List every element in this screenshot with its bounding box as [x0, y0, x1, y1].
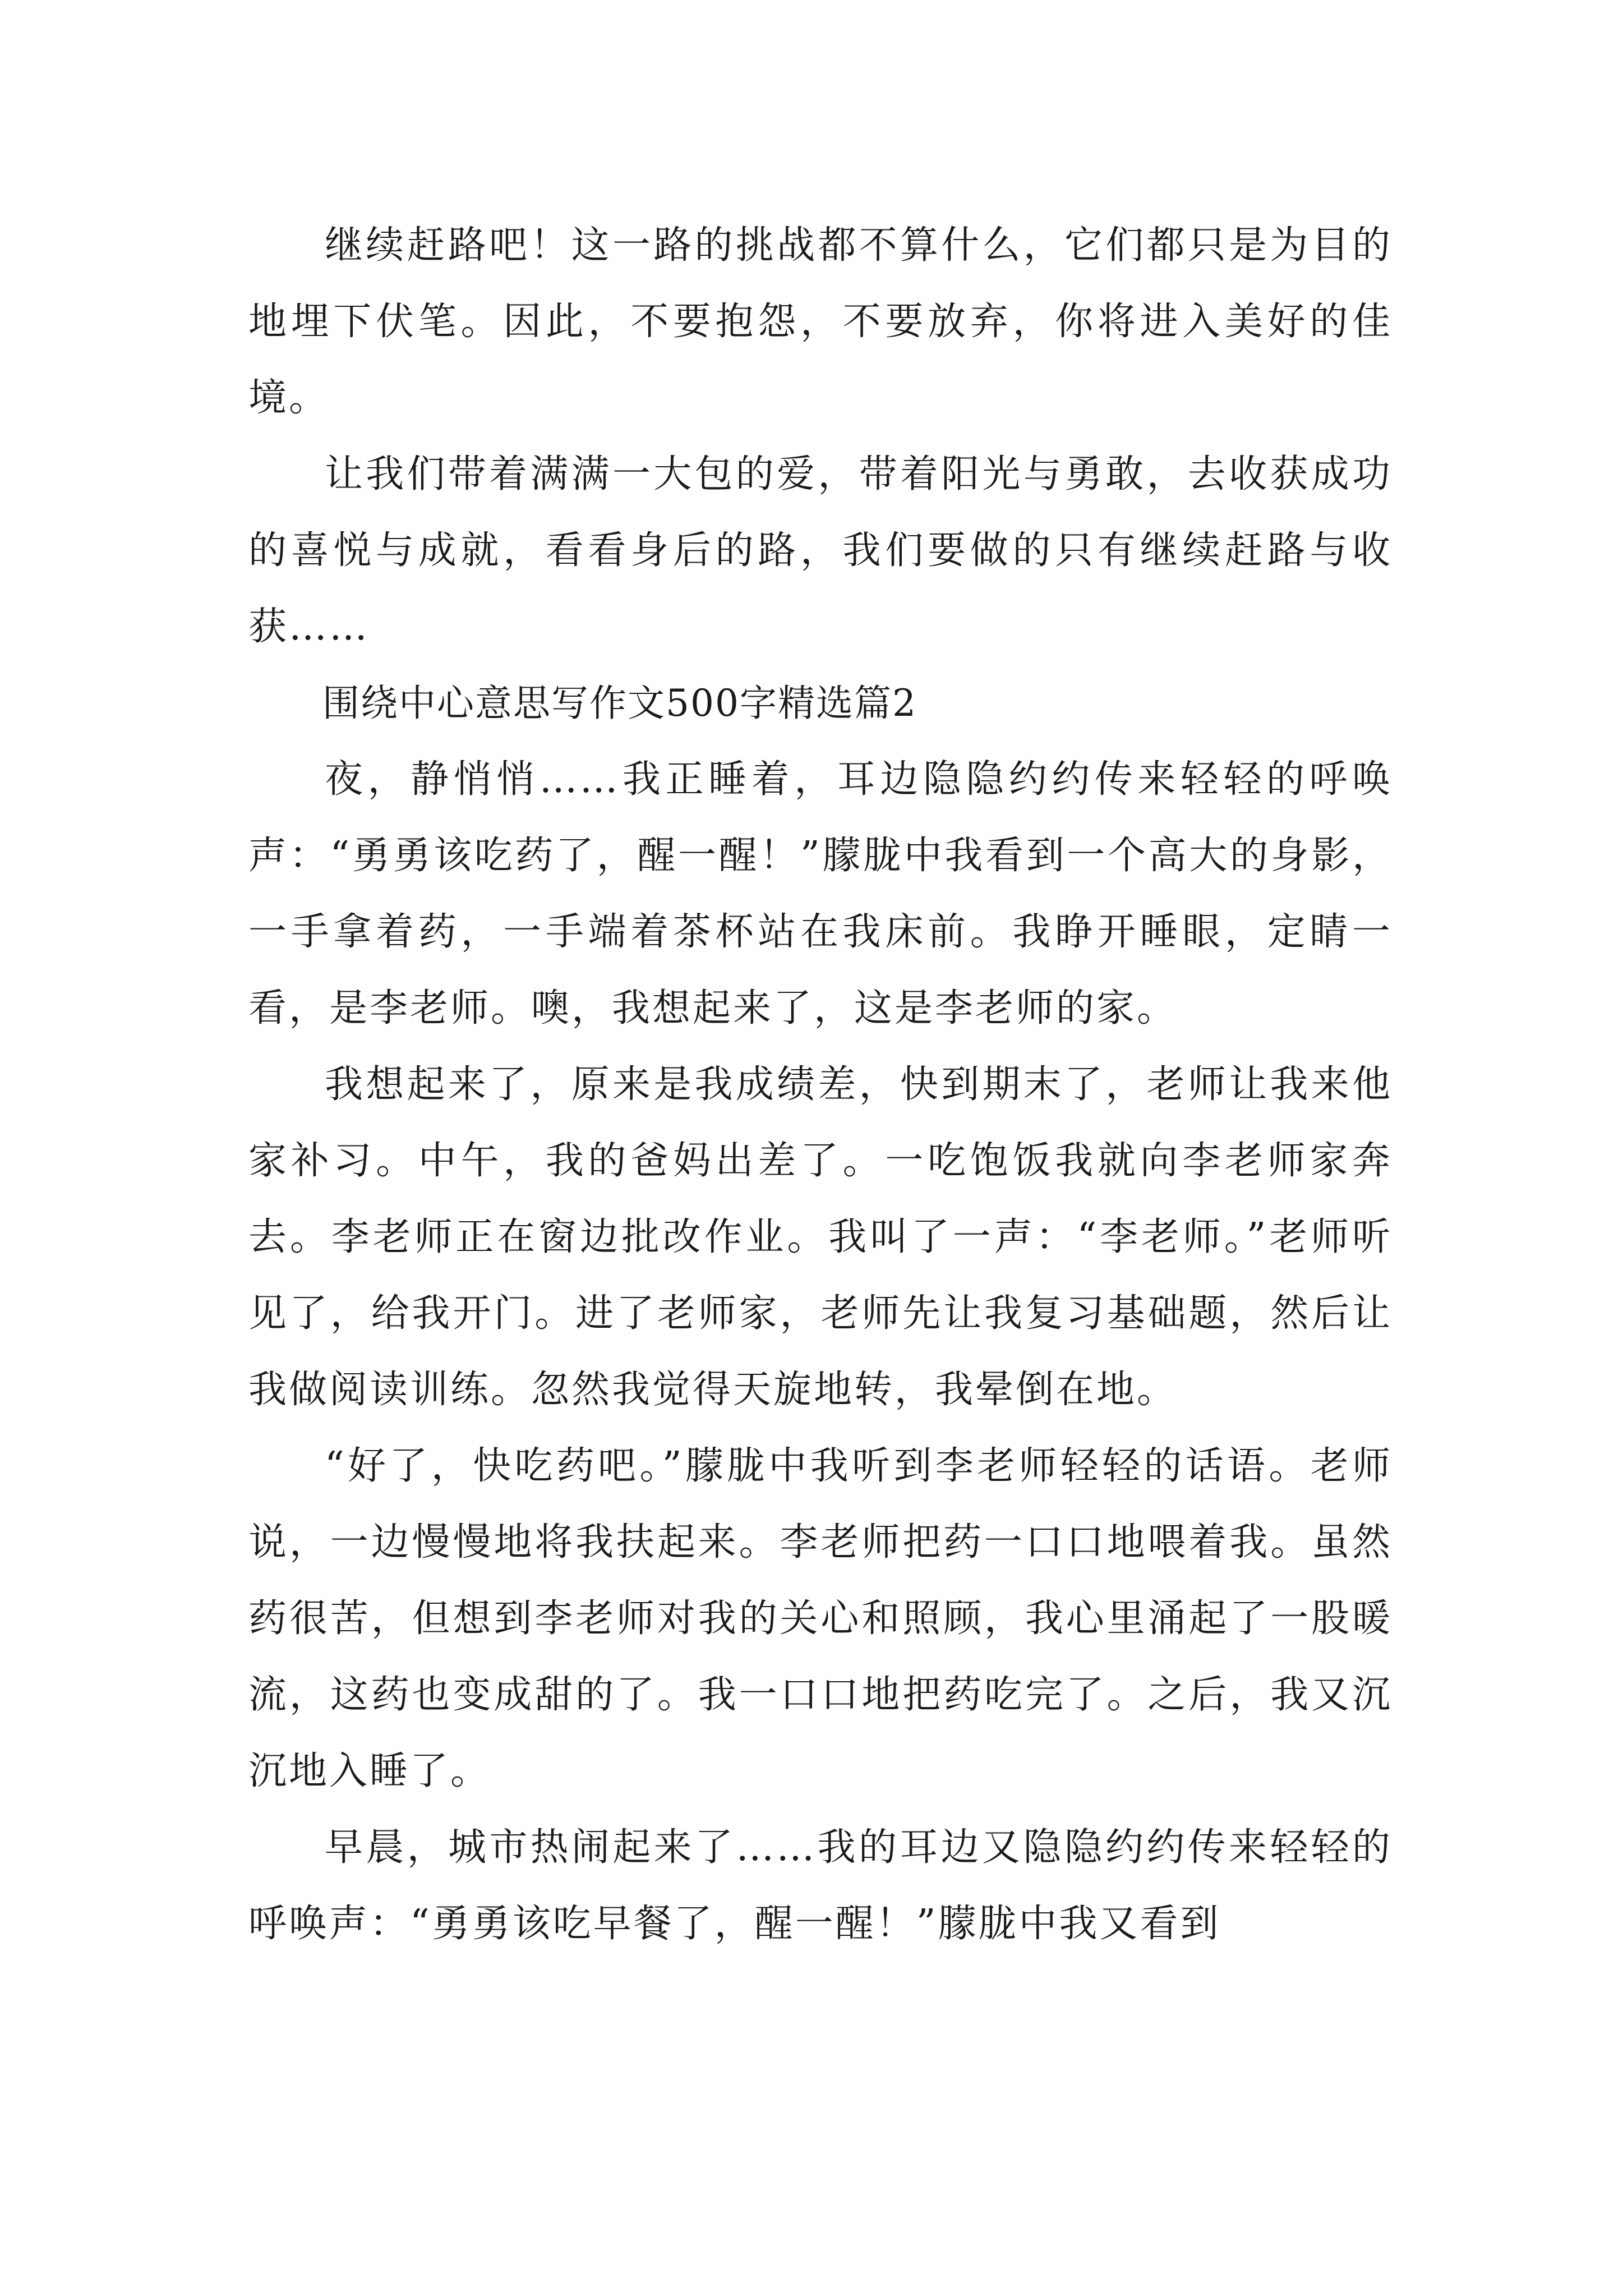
paragraph-morning: 早晨，城市热闹起来了……我的耳边又隐隐约约传来轻轻的呼唤声：“勇勇该吃早餐了，醒一醒！”朦胧中我又看到 [248, 1825, 1393, 1946]
paragraph-medicine: “好了，快吃药吧。”朦胧中我听到李老师轻轻的话语。老师说，一边慢慢地将我扶起来。李老师把药一口口地喂着我。虽然药很苦，但想到李老师对我的关心和照顾，我心里涌起了一股暖流，这药也变成甜的了。我一口口地把药吃完了。之后，我又沉沉地入睡了。 [248, 1444, 1393, 1793]
document-body [248, 208, 1393, 1962]
paragraph-remember: 我想起来了，原来是我成绩差，快到期末了，老师让我来他家补习。中午，我的爸妈出差了。一吃饱饭我就向李老师家奔去。李老师正在窗边批改作业。我叫了一声：“李老师。”老师听见了，给我开门。进了老师家，老师先让我复习基础题，然后让我做阅读训练。忽然我觉得天旋地转，我晕倒在地。 [248, 1062, 1393, 1412]
section-heading: 围绕中心意思写作文500字精选篇2 [322, 682, 917, 725]
paragraph-carry-love: 让我们带着满满一大包的爱，带着阳光与勇敢，去收获成功的喜悦与成就，看看身后的路，我们要做的只有继续赶路与收获…… [248, 452, 1393, 649]
paragraph-continue-journey: 继续赶路吧！这一路的挑战都不算什么，它们都只是为目的地埋下伏笔。因此，不要抱怨，不要放弃，你将进入美好的佳境。 [248, 223, 1393, 420]
paragraph-night: 夜，静悄悄……我正睡着，耳边隐隐约约传来轻轻的呼唤声：“勇勇该吃药了，醒一醒！”朦胧中我看到一个高大的身影，一手拿着药，一手端着茶杯站在我床前。我睁开睡眼，定睛一看，是李老师。噢，我想起来了，这是李老师的家。 [248, 757, 1393, 1030]
